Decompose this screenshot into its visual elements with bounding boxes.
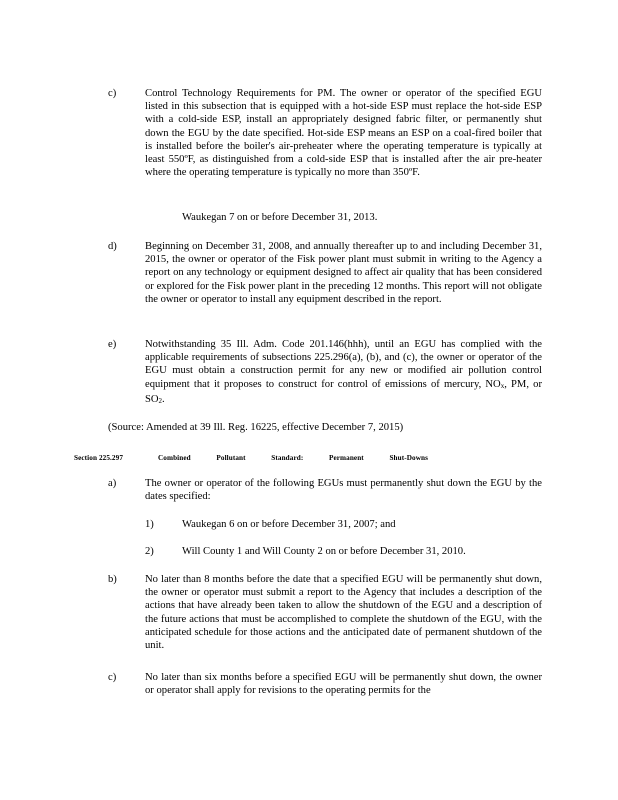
item-label-b: b) xyxy=(108,574,117,585)
item-label-d: d) xyxy=(108,241,117,252)
item-label-c: c) xyxy=(108,88,117,99)
list-number-2: 2) xyxy=(145,546,154,557)
list-item-will-county: Will County 1 and Will County 2 on or before December 31, 2010. xyxy=(182,546,466,557)
waukegan-7-deadline: Waukegan 7 on or before December 31, 2013. xyxy=(182,212,378,223)
item-text-d-fisk-report: Beginning on December 31, 2008, and annually thereafter up to and including December 31, 2015, the owner or operator of the Fisk power plant must submit in writing to the Agency a report on any technology or equipment designed to affect air quality that has been considered or explored for the Fisk power plant in the preceding 12 months. This report will not obligate the owner or operator to install any equipment described in the report. xyxy=(145,241,542,305)
item-text-a-shutdown: The owner or operator of the following EGUs must permanently shut down the EGU by the dates specified: xyxy=(145,478,542,503)
item-text-c-permit-revisions: No later than six months before a specified EGU will be permanently shut down, the owner or operator shall apply for revisions to the operating permits for the xyxy=(145,672,542,697)
section-title: Combined Pollutant Standard: Permanent Shut-Downs xyxy=(158,454,428,462)
section-number: Section 225.297 xyxy=(74,454,124,462)
source-note: (Source: Amended at 39 Ill. Reg. 16225, effective December 7, 2015) xyxy=(108,422,404,433)
list-number-1: 1) xyxy=(145,519,154,530)
item-text-c-control-technology: Control Technology Requirements for PM. The owner or operator of the specified EGU listed in this subsection that is equipped with a hot-side ESP must replace the hot-side ESP with a cold-side ESP, install an appropriately designed fabric filter, or permanently shut down the EGU by the date specified. Hot-side ESP means an ESP on a coal-fired boiler that is installed before the boiler's air-preheater where the operating temperature is typically at least 550ºF, as distinguished from a cold-side ESP that is installed after the air pre-heater where the operating temperature is typically no more than 350ºF. xyxy=(145,88,542,179)
item-label-c-permits: c) xyxy=(108,672,117,683)
item-text-e-construction-permit: Notwithstanding 35 Ill. Adm. Code 201.146(hhh), until an EGU has complied with the applicable requirements of subsections 225.296(a), (b), and (c), the owner or operator of the EGU must obtain a construction permit for any new or modified air pollution control equipment that it proposes to construct for control of emissions of mercury, NOx, PM, or SO2. xyxy=(145,339,542,405)
list-item-waukegan-6: Waukegan 6 on or before December 31, 2007; and xyxy=(182,519,396,530)
item-text-b-shutdown-report: No later than 8 months before the date that a specified EGU will be permanently shut down, the owner or operator must submit a report to the Agency that includes a description of the actions that have already been taken to allow the shutdown of the EGU and a description of the future actions that must be accomplished to complete the shutdown of the EGU, with the anticipated schedule for those actions and the anticipated date of permanent shutdown of the unit. xyxy=(145,574,542,652)
item-label-e: e) xyxy=(108,339,117,350)
item-label-a: a) xyxy=(108,478,117,489)
